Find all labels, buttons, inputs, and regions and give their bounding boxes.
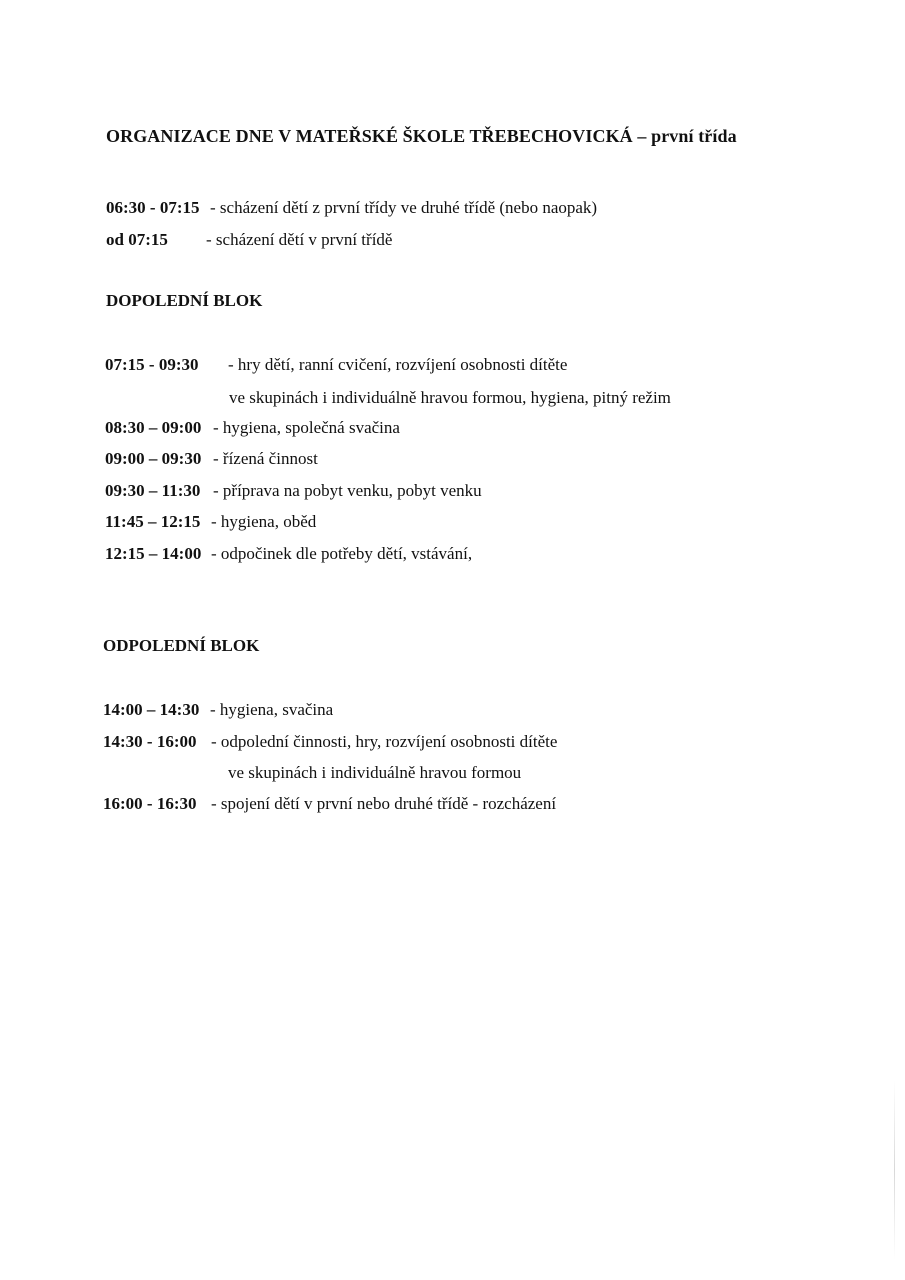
schedule-time: 08:30 – 09:00 [105,418,202,437]
schedule-time: 07:15 - 09:30 [105,355,199,374]
schedule-desc: - hygiena, oběd [211,512,317,531]
schedule-row-arrival-2 [106,230,393,250]
scan-edge-line [894,1080,895,1260]
schedule-row-morning-4 [105,481,482,501]
schedule-time: 09:00 – 09:30 [105,449,202,468]
schedule-row-afternoon-2 [103,732,558,752]
schedule-desc: - hygiena, svačina [210,700,334,719]
schedule-desc: - příprava na pobyt venku, pobyt venku [213,481,482,500]
schedule-row-morning-6 [105,544,473,564]
schedule-row-afternoon-1 [103,700,334,720]
section-heading-morning: DOPOLEDNÍ BLOK [106,291,263,310]
schedule-row-morning-5 [105,512,317,532]
schedule-row-afternoon-3 [103,794,557,814]
schedule-time: 11:45 – 12:15 [105,512,201,531]
title-class: – první třída [637,126,737,146]
schedule-time: 09:30 – 11:30 [105,481,201,500]
schedule-desc: - scházení dětí v první třídě [206,230,393,249]
schedule-time: od 07:15 [106,230,168,249]
document-title [106,126,737,147]
schedule-time: 14:00 – 14:30 [103,700,200,719]
schedule-desc: - řízená činnost [213,449,318,468]
section-heading-afternoon: ODPOLEDNÍ BLOK [103,636,260,655]
schedule-row-morning-1 [105,355,568,375]
schedule-desc: - odpočinek dle potřeby dětí, vstávání, [211,544,473,563]
schedule-time: 06:30 - 07:15 [106,198,200,217]
schedule-time: 16:00 - 16:30 [103,794,197,813]
schedule-desc: - hygiena, společná svačina [213,418,400,437]
schedule-desc: - odpolední činnosti, hry, rozvíjení osobnosti dítěte [211,732,558,751]
title-main: ORGANIZACE DNE V MATEŘSKÉ ŠKOLE TŘEBECHOVICKÁ [106,126,633,146]
schedule-row-morning-2 [105,418,400,438]
schedule-row-morning-3 [105,449,318,469]
schedule-desc-continuation: ve skupinách i individuálně hravou formou [228,763,522,782]
schedule-row-arrival-1 [106,198,598,218]
schedule-time: 14:30 - 16:00 [103,732,197,751]
schedule-desc: - spojení dětí v první nebo druhé třídě - rozcházení [211,794,557,813]
schedule-desc-continuation: ve skupinách i individuálně hravou formou, hygiena, pitný režim [229,388,671,407]
schedule-time: 12:15 – 14:00 [105,544,202,563]
schedule-desc: - scházení dětí z první třídy ve druhé třídě (nebo naopak) [210,198,598,217]
schedule-desc: - hry dětí, ranní cvičení, rozvíjení osobnosti dítěte [228,355,568,374]
